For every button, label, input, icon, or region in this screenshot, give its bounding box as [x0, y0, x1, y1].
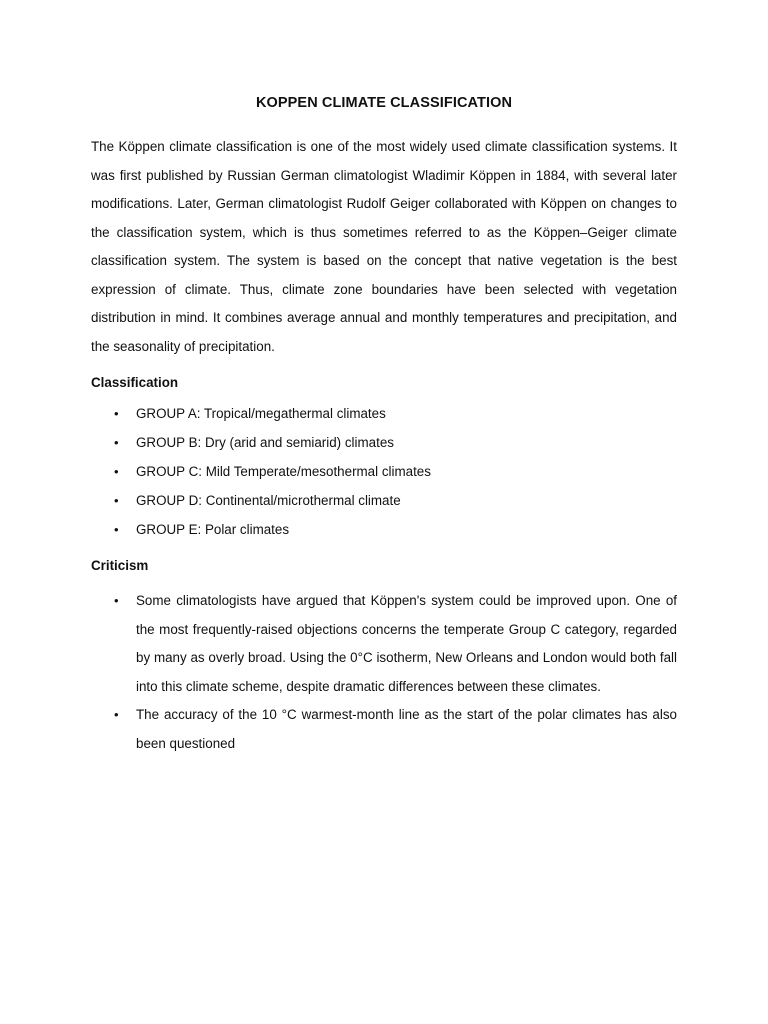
document-page	[91, 93, 677, 758]
list-item	[91, 433, 677, 453]
criticism-list	[91, 587, 677, 758]
list-item	[91, 404, 677, 424]
list-item-text: GROUP A: Tropical/megathermal climates	[136, 406, 386, 421]
bullet-icon: •	[114, 493, 119, 508]
list-item-text: Some climatologists have argued that Köppen's system could be improved upon. One of the most frequently-raised objections concerns the temperate Group C category, regarded by many as overly broad. Using the 0°C isotherm, New Orleans and London would both fall into this climate scheme, despite dramatic differences between these climates.	[136, 593, 677, 694]
list-item	[91, 462, 677, 482]
intro-paragraph: The Köppen climate classification is one of the most widely used climate classification systems. It was first published by Russian German climatologist Wladimir Köppen in 1884, with several later modifications. Later, German climatologist Rudolf Geiger collaborated with Köppen on changes to the classification system, which is thus sometimes referred to as the Köppen–Geiger climate classification system. The system is based on the concept that native vegetation is the best expression of climate. Thus, climate zone boundaries have been selected with vegetation distribution in mind. It combines average annual and monthly temperatures and precipitation, and the seasonality of precipitation.	[91, 139, 677, 354]
bullet-icon: •	[114, 435, 119, 450]
document-title: KOPPEN CLIMATE CLASSIFICATION	[255, 95, 513, 111]
classification-list	[91, 404, 677, 540]
bullet-icon: •	[114, 707, 119, 722]
list-item-text: GROUP E: Polar climates	[136, 522, 290, 537]
bullet-icon: •	[114, 406, 119, 421]
list-item-text: GROUP D: Continental/microthermal climate	[136, 493, 401, 508]
list-item	[91, 701, 677, 758]
list-item	[91, 491, 677, 511]
classification-heading: Classification	[91, 375, 179, 390]
bullet-icon: •	[114, 522, 119, 537]
list-item-text: GROUP C: Mild Temperate/mesothermal climates	[136, 464, 431, 479]
list-item	[91, 520, 677, 540]
bullet-icon: •	[114, 593, 119, 608]
list-item-text: The accuracy of the 10 °C warmest-month line as the start of the polar climates has also been questioned	[136, 707, 677, 751]
list-item	[91, 587, 677, 701]
list-item-text: GROUP B: Dry (arid and semiarid) climates	[136, 435, 394, 450]
criticism-heading: Criticism	[91, 558, 149, 573]
bullet-icon: •	[114, 464, 119, 479]
